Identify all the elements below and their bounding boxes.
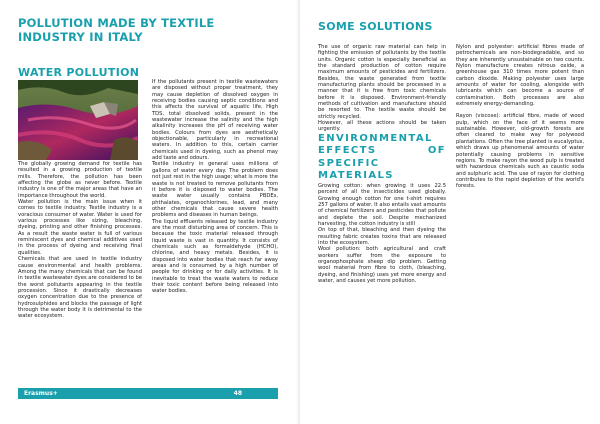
paragraph: Growing cotton: when growing it uses 22.5 percent of all the insecticides used globally. Growing enough cotton for one t-shirt requires 257 gallons of water. It also entails vast amounts of chemical fertilizers and pesticides that pollute and deplete the soil. Despite mechanized harvesting, the cotton industry is still [318, 182, 446, 227]
paragraph: If the pollutants present in textile wastewaters are disposed without proper treatment, they may cause depletion of dissolved oxygen in receiving bodies causing septic conditions and this affects the survival of aquatic life. High TDS, total dissolved solids, present in the wastewater increase the salinity and the high alkalinity increases the pH of receiving water bodies. Colours from dyes are aesthetically objectionable, particularly in recreational waters. In addition to this, certain carrier chemicals used in dyeing, such as phenol may add taste and odours. [152, 79, 278, 162]
erasmus-logo-text: Erasmus+ [24, 390, 58, 397]
paragraph: Nylon and polyester: artificial fibres made of petrochemicals are non-biodegradable, and so they are inherently unsustainable on two counts. Nylon manufacture creates nitrous oxide, a greenhouse gas 310 times more potent than carbon dioxide. Making polyester uses large amounts of water for cooling, alongside with lubricants which can become a source of contamination. Both processes are also extremely energy-demanding. [456, 44, 584, 108]
page-footer [18, 388, 278, 399]
paragraph: The liquid effluents released by textile industry are the most disturbing area of concern. This is because the toxic material released through liquid waste is vast in quantity. It consists of chemicals such as formaldehyde (HCHO), chlorine, and heavy metals. Besides, it is disposed into water bodies that reach far away areas and is consumed by a high number of people for drinking or for daily activities. It is inevitable to treat the waste waters to reduce their toxic content before being released into water bodies. [152, 218, 278, 295]
page-title: POLLUTION MADE BY TEXTILE INDUSTRY IN ITALY [18, 16, 215, 44]
paragraph: Rayon (viscose): artificial fibre, made of wood pulp, which on the face of it seems more sustainable. However, old-growth forests are often cleared to make way for polywood plantations. Often the tree planted is eucalyptus, which draws up phenomenal amounts of water potentially causing problems in sensitive regions. To make rayon the wood pulp is treated with hazardous chemicals such as caustic soda and sulphuric acid. The use of rayon for clothing contributes to the rapid depletion of the world's forests. [456, 113, 584, 190]
solutions-column-c [318, 44, 446, 284]
water-column-b [152, 79, 278, 295]
solutions-column-d [456, 44, 584, 190]
page-number: 48 [233, 390, 242, 397]
paragraph: The use of organic raw material can help in fighting the emission of pollutants by the textile units. Organic cotton is especially beneficial as the standard production of cotton require maximum amounts of pesticides and fertilizers. Besides, the waste generated from textile manufacturing plants should be processed in a manner that it is free from toxic chemicals before it is disposed. Environment-friendly methods of cultivation and manufacture should be resorted to. The textile waste should be strictly recycled. [318, 44, 446, 120]
solutions-heading: SOME SOLUTIONS [318, 20, 433, 33]
paragraph: Textile industry in general uses millions of gallons of water every day. The problem does not just rest in the high usage; what is more the waste is not treated to remove pollutants from it before it is disposed to water bodies. The waste water usually contains PBDEs, phthalates, organochlorines, lead, and many other chemicals that cause severe health problems and diseases in human beings. [152, 161, 278, 219]
polluted-river-image [18, 80, 138, 160]
paragraph: Water pollution is the main issue when it comes to textile industry. Textile industry is a voracious consumer of water. Water is used for various processes like sizing, bleaching, dyeing, printing and other finishing processes. As a result the waste water is full of various reminiscent dyes and chemical additives used in the process of dyeing and receiving final qualities. [18, 199, 142, 256]
water-column-a [18, 161, 142, 320]
paragraph: However, all these actions should be taken urgently. [318, 120, 446, 133]
paragraph: Chemicals that are used in textile industry cause environmental and health problems. Among the many chemicals that can be found in textile wastewater dyes are considered to be the worst pollutants appearing in the textile procession. Since it drastically decreases oxygen concentration due to the presence of hydrosulphides and blocks the passage of light through the water body it is detrimental to the water ecosystem. [18, 256, 142, 320]
paragraph: The globally growing demand for textile has resulted in a growing production of textile mills. Therefore, the pollution has been affecting the globe as never before. Textile industry is one of the major areas that have an importance throughout the world. [18, 161, 142, 199]
water-pollution-heading: WATER POLLUTION [18, 66, 140, 79]
paragraph: On top of that, bleaching and then dyeing the resulting fabric creates toxins that are released into the ecosystem. [318, 227, 446, 246]
polluted-river-photo [18, 80, 138, 160]
environmental-effects-heading: ENVIRONMENTAL EFFECTS OF SPECIFIC MATERIALS [318, 132, 446, 182]
paragraph: Wool pollution: both agricultural and craft workers suffer from the exposure to organophosphate sheep dip problem. Getting wool material from fibre to cloth, (bleaching, dyeing, and finishing) uses yet more energy and water, and causes yet more pollution. [318, 246, 446, 284]
